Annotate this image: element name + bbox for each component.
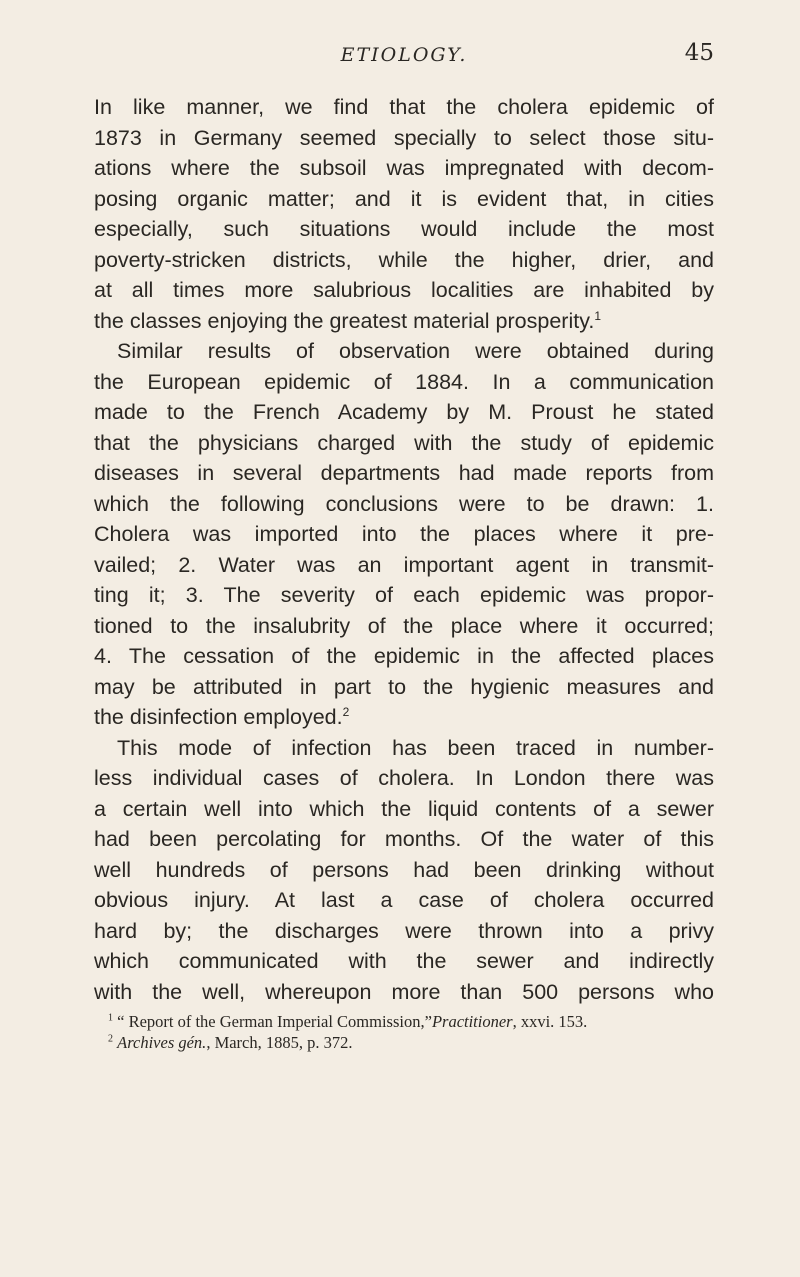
footnote-citation: , xxvi. 153. xyxy=(512,1012,588,1031)
text-line: well hundreds of persons had been drinking without xyxy=(94,857,714,882)
footnote-number: 2 xyxy=(108,1033,113,1045)
text-line: a certain well into which the liquid contents of a sewer xyxy=(94,796,714,821)
text-line: In like manner, we find that the cholera epidemic of xyxy=(94,95,714,119)
text-line: diseases in several departments had made reports from xyxy=(94,461,714,485)
text-line: with the well, whereupon more than 500 persons who xyxy=(94,979,714,1004)
book-page xyxy=(94,40,714,1053)
paragraph xyxy=(94,336,714,733)
footnote-reference: 2 xyxy=(342,704,350,719)
text-line: This mode of infection has been traced in number- xyxy=(117,735,714,760)
text-line: 1873 in Germany seemed specially to select those situ- xyxy=(94,125,714,150)
paragraph xyxy=(94,92,714,336)
text-line: which communicated with the sewer and indirectly xyxy=(94,949,714,973)
text-line: obvious injury. At last a case of cholera occurred xyxy=(94,888,714,912)
text-line: at all times more salubrious localities are inhabited by xyxy=(94,278,714,302)
text-line: less individual cases of cholera. In London there was xyxy=(94,766,714,790)
text-line: Cholera was imported into the places where it pre- xyxy=(94,522,714,546)
body-text xyxy=(94,92,714,1007)
text-line: tioned to the insalubrity of the place where it occurred; xyxy=(94,613,714,638)
footnote-text: “ Report of the German Imperial Commission,” xyxy=(117,1012,432,1031)
footnote-number: 1 xyxy=(108,1012,113,1024)
text-line: ting it; 3. The severity of each epidemic was propor- xyxy=(94,583,714,607)
text-line: poverty-stricken districts, while the higher, drier, and xyxy=(94,247,714,272)
footnote-source-title: Practitioner xyxy=(431,1012,513,1031)
page-header xyxy=(94,40,714,76)
footnote-citation: , March, 1885, p. 372. xyxy=(206,1033,353,1052)
text-line: hard by; the discharges were thrown into a privy xyxy=(94,918,714,943)
text-line: posing organic matter; and it is evident that, in cities xyxy=(94,186,714,211)
text-line: 4. The cessation of the epidemic in the affected places xyxy=(94,644,714,668)
text-line: which the following conclusions were to be drawn: 1. xyxy=(94,491,714,516)
text-line: the disinfection employed.$^2$ xyxy=(94,704,350,729)
paragraph xyxy=(94,733,714,1008)
footnote-reference: 1 xyxy=(594,308,602,323)
text-line: may be attributed in part to the hygienic measures and xyxy=(94,674,714,699)
text-line: ations where the subsoil was impregnated with decom- xyxy=(94,156,714,180)
text-line: made to the French Academy by M. Proust he stated xyxy=(94,400,714,424)
footnote xyxy=(94,1032,714,1053)
text-line: Similar results of observation were obtained during xyxy=(117,339,714,363)
text-line: the European epidemic of 1884. In a communication xyxy=(94,369,714,394)
page-number: 45 xyxy=(684,40,714,66)
footnotes xyxy=(94,1011,714,1053)
text-line: the classes enjoying the greatest material prosperity.$^1$ xyxy=(94,308,602,333)
running-title: ETIOLOGY. xyxy=(340,44,468,66)
text-line: vailed; 2. Water was an important agent in transmit- xyxy=(94,552,714,577)
text-line: had been percolating for months. Of the water of this xyxy=(94,827,714,851)
text-line: that the physicians charged with the study of epidemic xyxy=(94,430,714,455)
footnote xyxy=(94,1011,714,1032)
text-line: especially, such situations would include the most xyxy=(94,217,714,241)
footnote-source-title: Archives gén. xyxy=(117,1033,207,1052)
